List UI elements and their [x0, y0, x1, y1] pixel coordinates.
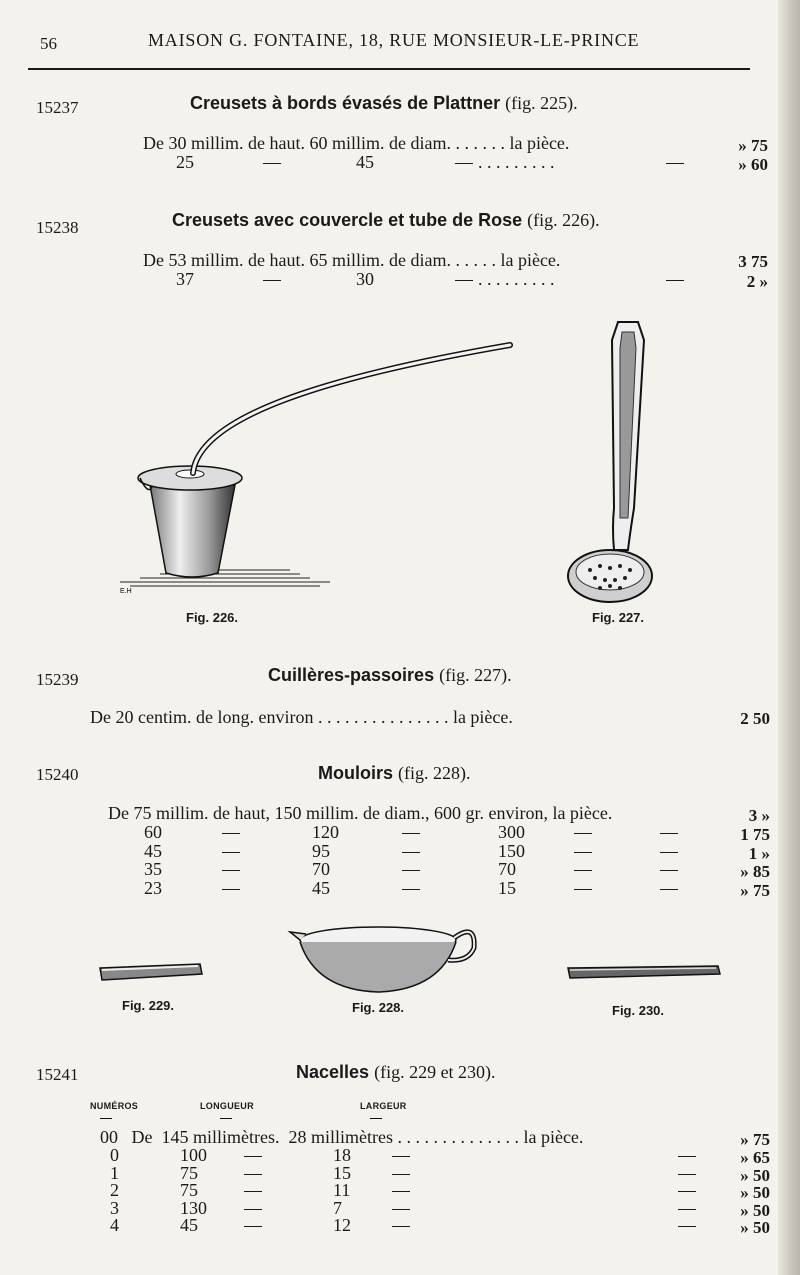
- header-rule: [28, 68, 750, 70]
- width-cell: 15: [333, 1162, 351, 1183]
- fig-ref: (fig. 227).: [439, 665, 512, 685]
- header-underline: [100, 1118, 112, 1119]
- price: » 75: [740, 880, 770, 900]
- height-cell: 45: [144, 840, 162, 861]
- price: 3 75: [738, 252, 768, 271]
- numero-cell: 3: [110, 1197, 119, 1218]
- price: 2 50: [740, 709, 770, 728]
- numero-cell: 0: [110, 1145, 119, 1165]
- price: 3 »: [748, 806, 770, 825]
- price: » 50: [740, 1200, 770, 1220]
- running-header: MAISON G. FONTAINE, 18, RUE MONSIEUR-LE-PRINCE: [148, 30, 640, 50]
- spec-row: 00 De 145 millimètres. 28 millimètres . . . . . . . . . . . . . . la pièce.: [100, 1127, 584, 1147]
- fig-228-caption: Fig. 228.: [352, 1000, 405, 1015]
- leader-dots: . . . . . . . . .: [478, 269, 555, 289]
- fig-ref: (fig. 229 et 230).: [374, 1062, 496, 1082]
- diameter-cell: 70: [312, 859, 330, 879]
- price: » 75: [738, 136, 768, 155]
- item-title-15241: [296, 1062, 496, 1083]
- ditto-dash: [263, 269, 281, 290]
- width-cell: 7: [333, 1197, 342, 1218]
- ditto-dash: [263, 152, 281, 173]
- price: » 50: [740, 1183, 770, 1202]
- numero-cell: 1: [110, 1162, 119, 1183]
- price: 2 »: [746, 272, 768, 291]
- spec-row: De 20 centim. de long. environ . . . . . . . . . . . . . . . la pièce.: [90, 707, 513, 727]
- crucible-with-tube-illustration: [100, 335, 520, 600]
- weight-cell: 150: [498, 840, 525, 861]
- spec-row: De 75 millim. de haut, 150 millim. de diam., 600 gr. environ, la pièce.: [108, 803, 613, 823]
- item-number-15241: 15241: [36, 1065, 79, 1084]
- item-title-15240: [318, 763, 471, 784]
- boat-229-illustration: [96, 960, 206, 990]
- fig-230-caption: Fig. 230.: [612, 1003, 665, 1018]
- mould-228-illustration: [288, 920, 478, 1000]
- title-text: Creusets à bords évasés de Plattner: [190, 93, 501, 113]
- ditto-dash: [455, 152, 473, 173]
- ditto-dash: [455, 269, 473, 290]
- ditto-dash: [402, 878, 420, 899]
- column-header-numeros: NUMÉROS: [90, 1101, 139, 1111]
- spec-row: De 53 millim. de haut. 65 millim. de diam. . . . . . la pièce.: [143, 250, 561, 270]
- column-header-longueur: LONGUEUR: [200, 1101, 254, 1111]
- boat-230-illustration: [566, 962, 726, 984]
- weight-cell: 70: [498, 859, 516, 879]
- title-text: Nacelles: [296, 1062, 370, 1082]
- column-header-largeur: LARGEUR: [360, 1101, 407, 1111]
- header-underline: [370, 1118, 382, 1119]
- item-title-15237: [190, 93, 578, 114]
- diameter-cell: 95: [312, 840, 330, 861]
- title-text: Mouloirs: [318, 763, 393, 783]
- ditto-dash: [222, 878, 240, 899]
- ditto-dash: [660, 878, 678, 899]
- spec-cell: 25: [176, 152, 194, 172]
- ditto-dash: [666, 269, 684, 290]
- ditto-dash: [678, 1215, 696, 1236]
- strainer-ladle-illustration: [560, 318, 670, 608]
- weight-cell: 300: [498, 822, 525, 842]
- engraver-signature: E.H: [120, 588, 132, 595]
- fig-229-caption: Fig. 229.: [122, 998, 175, 1013]
- spec-cell: 37: [176, 269, 194, 289]
- title-text: Cuillères-passoires: [268, 665, 435, 685]
- ditto-dash: [574, 878, 592, 899]
- height-cell: 60: [144, 822, 162, 842]
- spec-cell: 30: [356, 269, 374, 289]
- diameter-cell: 45: [312, 877, 330, 898]
- title-text: Creusets avec couvercle et tube de Rose: [172, 210, 523, 230]
- length-cell: 75: [180, 1180, 198, 1200]
- price: » 50: [740, 1165, 770, 1185]
- fig-227-caption: Fig. 227.: [592, 610, 645, 625]
- item-number-15238: 15238: [36, 218, 79, 237]
- width-cell: 12: [333, 1215, 351, 1235]
- price: » 50: [740, 1218, 770, 1237]
- diameter-cell: 120: [312, 822, 339, 842]
- height-cell: 23: [144, 877, 162, 898]
- numero-cell: 2: [110, 1180, 119, 1200]
- price: » 65: [740, 1148, 770, 1167]
- item-number-15237: 15237: [36, 98, 79, 117]
- fig-ref: (fig. 226).: [527, 210, 600, 230]
- width-cell: 18: [333, 1145, 351, 1165]
- price: » 75: [740, 1130, 770, 1149]
- header-underline: [220, 1118, 232, 1119]
- page-number: 56: [40, 34, 57, 53]
- ditto-dash: [392, 1215, 410, 1236]
- height-cell: 35: [144, 859, 162, 879]
- ditto-dash: [244, 1215, 262, 1236]
- spec-row: De 30 millim. de haut. 60 millim. de diam. . . . . . . la pièce.: [143, 133, 570, 153]
- price: 1 »: [748, 843, 770, 863]
- price: 1 75: [740, 825, 770, 844]
- item-title-15238: [172, 210, 600, 231]
- price: » 85: [740, 862, 770, 881]
- weight-cell: 15: [498, 877, 516, 898]
- length-cell: 130: [180, 1197, 207, 1218]
- length-cell: 75: [180, 1162, 198, 1183]
- leader-dots: . . . . . . . . .: [478, 152, 555, 172]
- price: » 60: [738, 155, 768, 174]
- fig-ref: (fig. 228).: [398, 763, 471, 783]
- item-number-15239: 15239: [36, 670, 79, 689]
- ditto-dash: [666, 152, 684, 173]
- fig-ref: (fig. 225).: [505, 93, 578, 113]
- fig-226-caption: Fig. 226.: [186, 610, 239, 625]
- spec-cell: 45: [356, 152, 374, 172]
- item-number-15240: 15240: [36, 765, 79, 784]
- page-edge-shadow: [778, 0, 800, 1275]
- length-cell: 45: [180, 1215, 198, 1235]
- width-cell: 11: [333, 1180, 351, 1200]
- length-cell: 100: [180, 1145, 207, 1165]
- numero-cell: 4: [110, 1215, 119, 1235]
- item-title-15239: [268, 665, 512, 686]
